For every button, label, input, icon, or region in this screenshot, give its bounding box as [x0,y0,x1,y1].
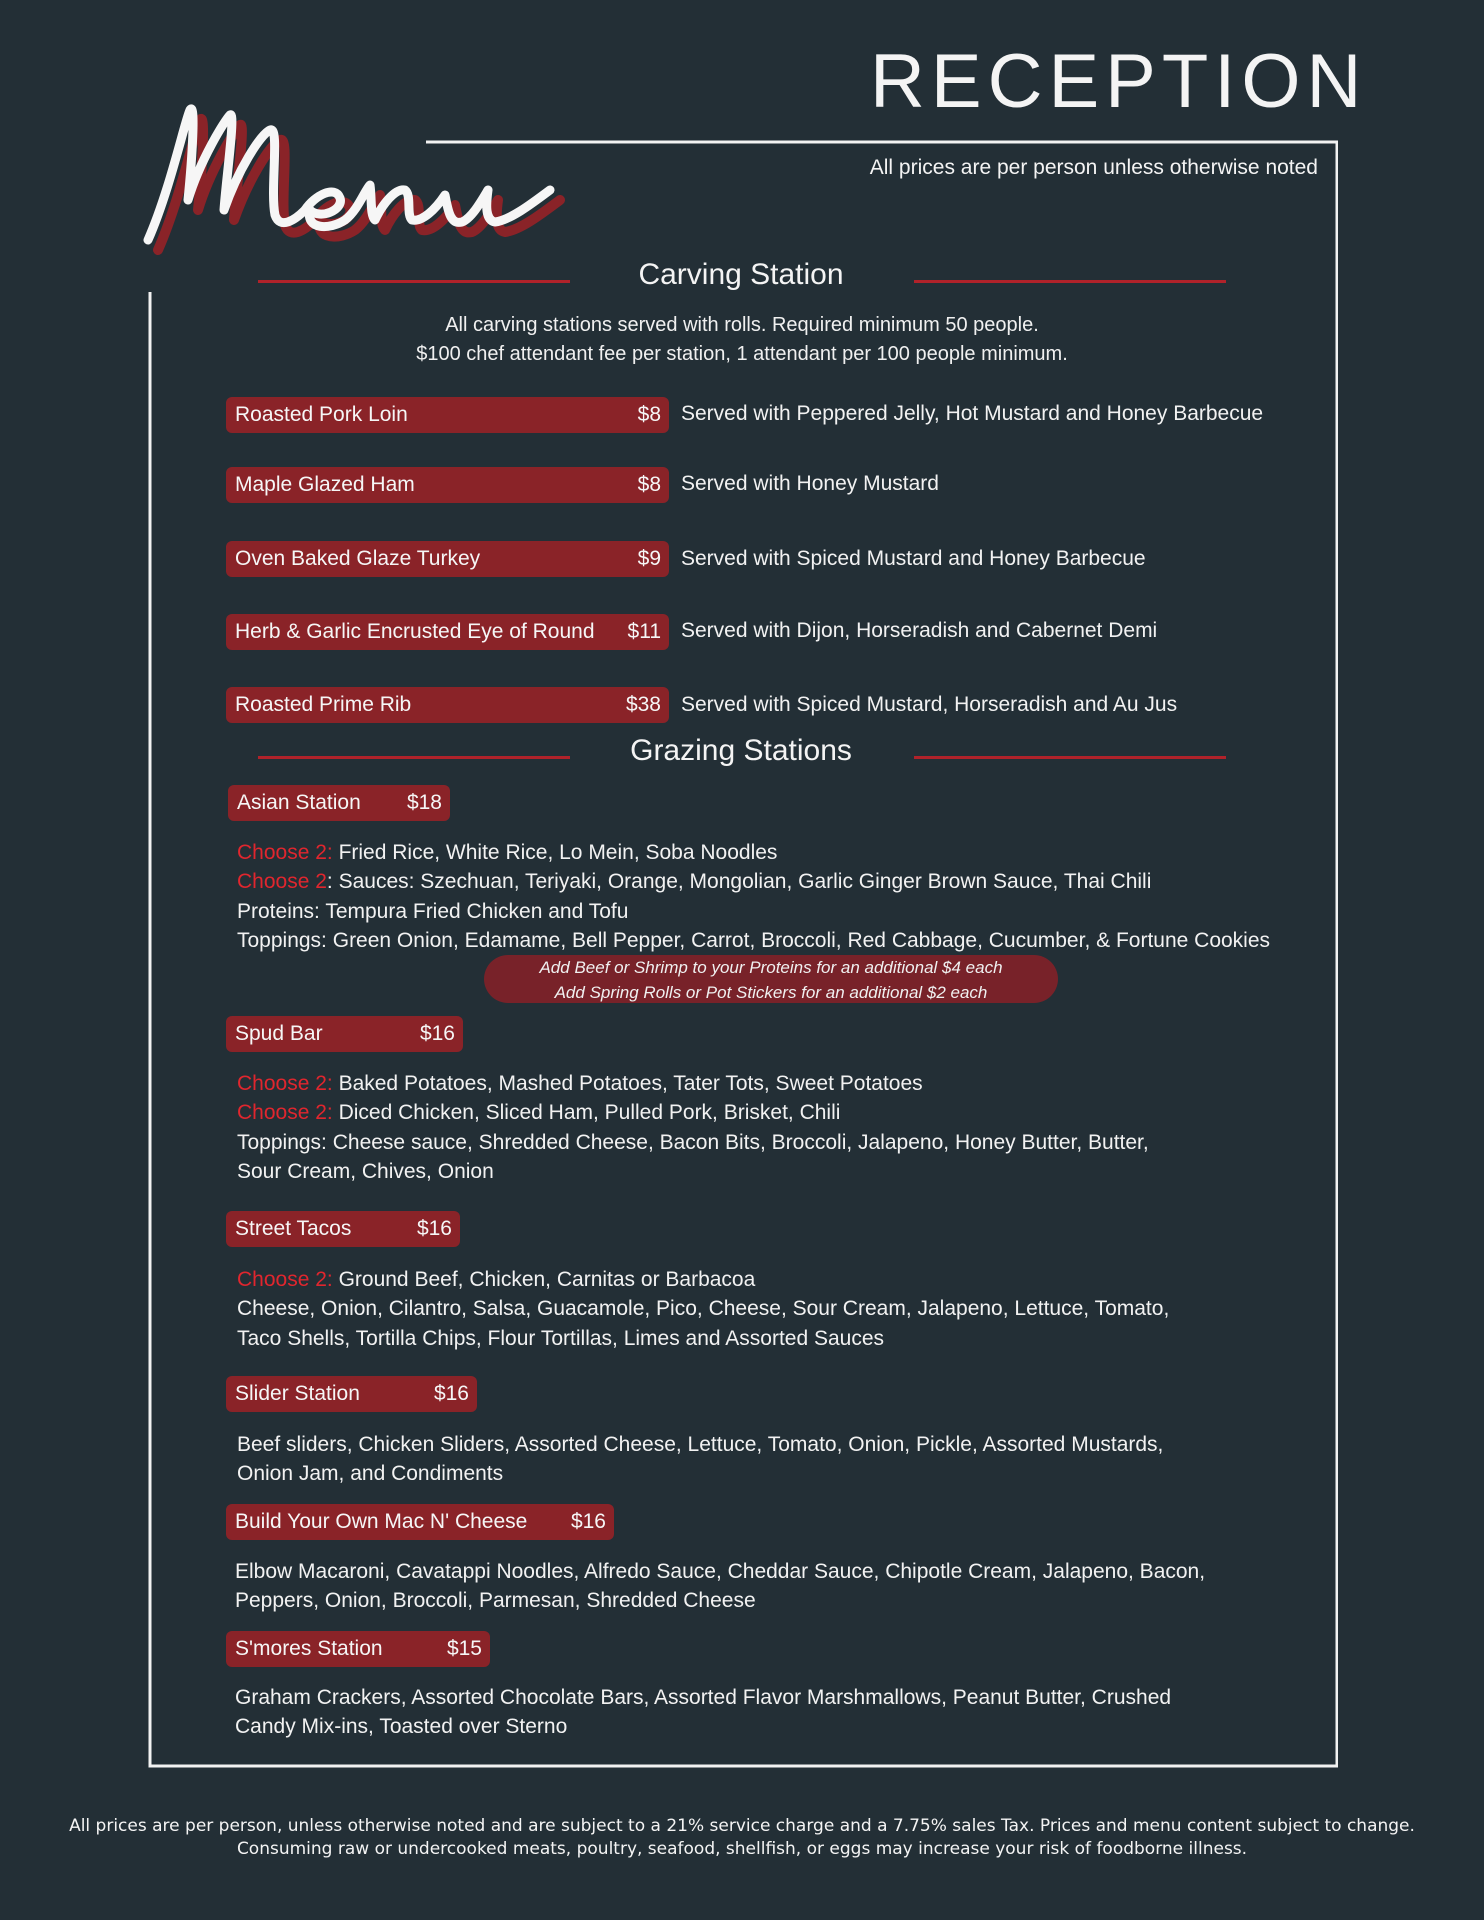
item-price: $38 [625,693,661,716]
pricing-note: All prices are per person unless otherwise noted [869,156,1318,179]
choose-label: Choose 2: [237,1101,333,1125]
station-price: $18 [406,791,442,814]
section-rule-right [914,756,1226,759]
add-on-line: Add Spring Rolls or Pot Stickers for an additional $2 each [554,983,988,1002]
slider-details [237,1430,1163,1489]
section-rule-left [258,280,570,283]
footer-line: All prices are per person, unless otherwise noted and are subject to a 21% service charge and a 7.75% sales Tax. Prices and menu content subject to change. [69,1816,1415,1836]
item-price: $8 [637,403,661,426]
section-rule-right [914,280,1226,283]
detail-line: Sour Cream, Chives, Onion [237,1159,494,1183]
tacos-details [237,1265,1169,1353]
item-name: Herb & Garlic Encrusted Eye of Round [235,620,595,643]
smores-details [235,1683,1171,1742]
carving-item-desc: Served with Dijon, Horseradish and Cabernet Demi [681,619,1158,642]
detail-line [237,1069,1149,1098]
item-name: Roasted Prime Rib [235,693,412,716]
choose-label: Choose 2: [237,1268,333,1291]
station-pill-smores [226,1631,490,1667]
add-on-line: Add Beef or Shrimp to your Proteins for an additional $4 each [539,958,1003,977]
detail-line: Candy Mix-ins, Toasted over Sterno [235,1715,568,1739]
carving-intro-line: $100 chef attendant fee per station, 1 attendant per 100 people minimum. [416,343,1068,365]
station-name: S'mores Station [235,1637,383,1660]
detail-line [237,838,1270,867]
add-on-note [484,955,1058,1003]
item-name: Maple Glazed Ham [235,473,415,496]
detail-line: Peppers, Onion, Broccoli, Parmesan, Shredded Cheese [235,1589,756,1613]
carving-item-pill [226,397,669,433]
carving-section-title: Carving Station [638,258,844,291]
detail-text: Fried Rice, White Rice, Lo Mein, Soba Noodles [332,841,778,864]
asian-details [237,838,1270,955]
spud-details [237,1069,1149,1186]
grazing-section-title: Grazing Stations [630,734,852,767]
station-price: $16 [416,1217,452,1240]
station-pill-tacos [226,1211,460,1247]
carving-item-desc: Served with Peppered Jelly, Hot Mustard and Honey Barbecue [681,402,1264,425]
station-pill-spud [226,1016,463,1052]
carving-item-desc: Served with Spiced Mustard, Horseradish and Au Jus [681,693,1178,716]
station-price: $16 [419,1022,455,1045]
carving-item-pill [226,541,669,577]
detail-line: Proteins: Tempura Fried Chicken and Tofu [237,899,629,923]
detail-text: Baked Potatoes, Mashed Potatoes, Tater Tots, Sweet Potatoes [332,1072,923,1095]
footer-line: Consuming raw or undercooked meats, poultry, seafood, shellfish, or eggs may increase your risk of foodborne illness. [236,1839,1248,1859]
station-name: Street Tacos [235,1217,352,1240]
detail-line: Elbow Macaroni, Cavatappi Noodles, Alfredo Sauce, Cheddar Sauce, Chipotle Cream, Jalapeno, Bacon, [235,1560,1206,1583]
station-name: Asian Station [237,791,361,814]
mac-details [235,1557,1205,1616]
item-name: Oven Baked Glaze Turkey [235,547,481,570]
item-price: $9 [637,547,661,570]
choose-label: Choose 2 [237,870,327,894]
station-price: $16 [433,1382,469,1405]
page-title: RECEPTION [870,39,1368,124]
station-pill-slider [226,1376,477,1412]
carving-item-pill [226,614,669,650]
station-name: Build Your Own Mac N' Cheese [235,1510,528,1533]
station-price: $16 [570,1510,606,1533]
station-name: Spud Bar [235,1022,323,1045]
item-price: $8 [637,473,661,496]
section-rule-left [258,756,570,759]
detail-line [237,1098,1149,1127]
station-price: $15 [446,1637,482,1660]
detail-line [237,867,1270,896]
detail-text: Diced Chicken, Sliced Ham, Pulled Pork, Brisket, Chili [332,1101,841,1125]
station-pill-mac [226,1504,614,1540]
detail-line: Toppings: Cheese sauce, Shredded Cheese, Bacon Bits, Broccoli, Jalapeno, Honey Butter, Butter, [237,1130,1149,1154]
choose-label: Choose 2: [237,1072,333,1095]
detail-line: Graham Crackers, Assorted Chocolate Bars, Assorted Flavor Marshmallows, Peanut Butter, Crushed [235,1686,1172,1709]
detail-text: : Sauces: Szechuan, Teriyaki, Orange, Mongolian, Garlic Ginger Brown Sauce, Thai Chili [326,870,1152,894]
footer-disclaimer [60,1815,1424,1861]
carving-item-pill [226,467,669,503]
choose-label: Choose 2: [237,841,333,864]
detail-line: Beef sliders, Chicken Sliders, Assorted Cheese, Lettuce, Tomato, Onion, Pickle, Assorted Mustards, [237,1433,1164,1456]
carving-item-desc: Served with Spiced Mustard and Honey Barbecue [681,547,1146,570]
detail-line: Toppings: Green Onion, Edamame, Bell Pepper, Carrot, Broccoli, Red Cabbage, Cucumber, & Fortune Cookies [237,928,1271,952]
carving-item-desc: Served with Honey Mustard [681,472,939,495]
carving-intro-line: All carving stations served with rolls. Required minimum 50 people. [445,314,1039,336]
station-pill-asian [228,785,450,821]
menu-script-logo [130,80,610,290]
item-name: Roasted Pork Loin [235,403,408,426]
item-price: $11 [627,620,661,643]
station-name: Slider Station [235,1382,360,1405]
carving-intro [300,311,1184,369]
detail-line [237,1265,1169,1294]
detail-line: Onion Jam, and Condiments [237,1462,504,1486]
detail-line: Taco Shells, Tortilla Chips, Flour Tortillas, Limes and Assorted Sauces [237,1326,885,1350]
detail-text: Ground Beef, Chicken, Carnitas or Barbacoa [332,1268,756,1291]
carving-item-pill [226,687,669,723]
detail-line: Cheese, Onion, Cilantro, Salsa, Guacamole, Pico, Cheese, Sour Cream, Jalapeno, Lettuce, Tomato, [237,1297,1170,1321]
